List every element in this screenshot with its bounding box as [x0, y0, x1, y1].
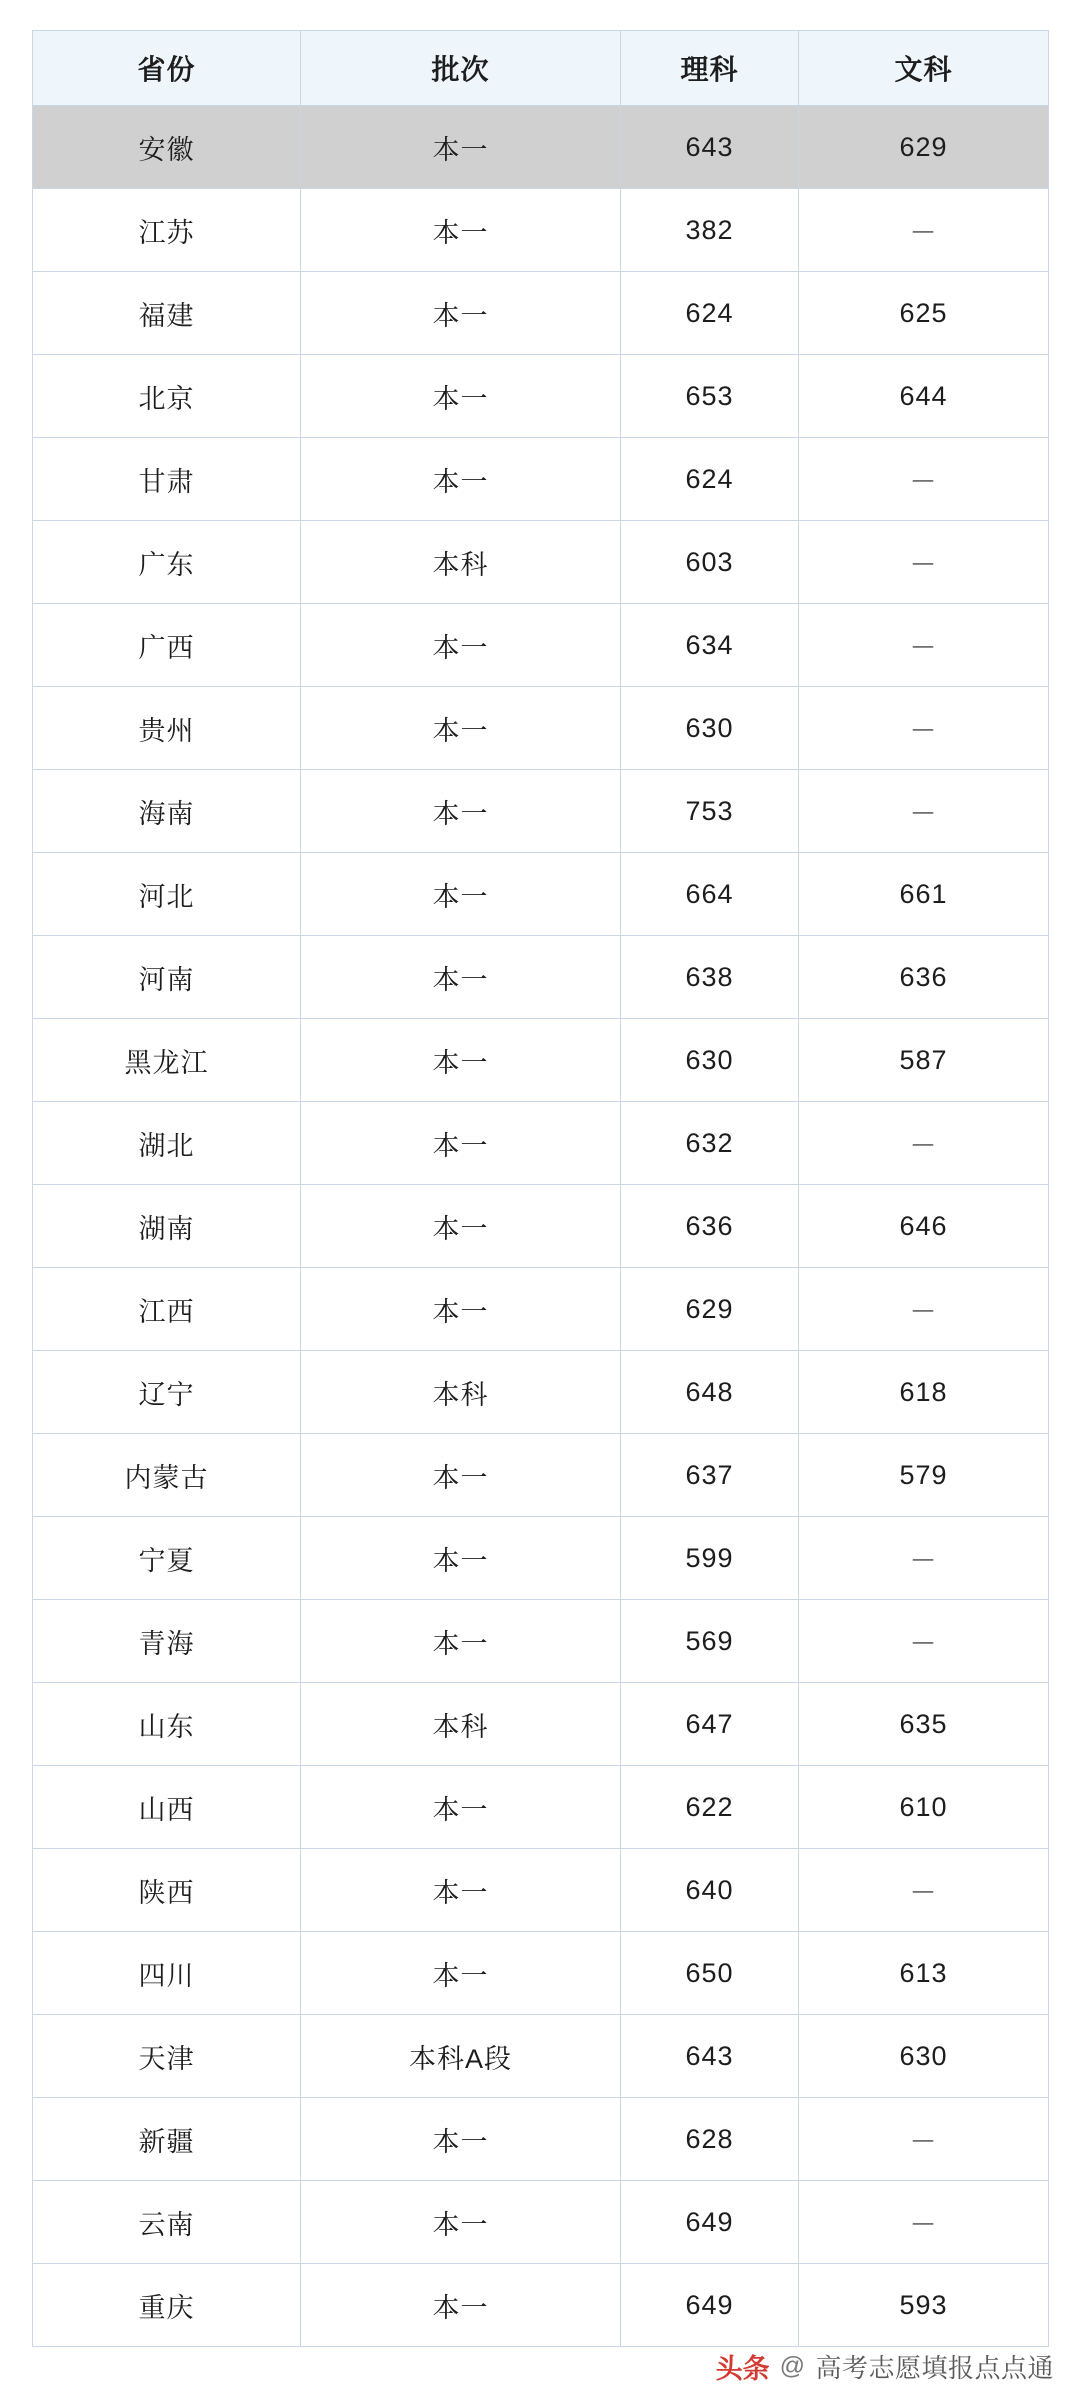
cell-arts-score: 661	[799, 853, 1049, 936]
table-row	[33, 2098, 1049, 2181]
table-row	[33, 272, 1049, 355]
cell-arts-score: －	[799, 1268, 1049, 1351]
cell-province: 山西	[33, 1766, 301, 1849]
cell-province: 陕西	[33, 1849, 301, 1932]
cell-batch: 本一	[301, 604, 621, 687]
cell-arts-score: 630	[799, 2015, 1049, 2098]
cell-science-score: 648	[621, 1351, 799, 1434]
table-row	[33, 1766, 1049, 1849]
cell-science-score: 636	[621, 1185, 799, 1268]
table-row	[33, 936, 1049, 1019]
cell-batch: 本科	[301, 1683, 621, 1766]
cell-arts-score: －	[799, 2181, 1049, 2264]
cell-province: 云南	[33, 2181, 301, 2264]
cell-science-score: 664	[621, 853, 799, 936]
watermark-author: 高考志愿填报点点通	[815, 2353, 1054, 2383]
cell-arts-score: －	[799, 521, 1049, 604]
score-table-container	[0, 30, 1080, 2347]
column-header-province: 省份	[33, 31, 301, 106]
cell-arts-score: －	[799, 1517, 1049, 1600]
cell-province: 广东	[33, 521, 301, 604]
cell-batch: 本一	[301, 1102, 621, 1185]
cell-science-score: 643	[621, 106, 799, 189]
cell-batch: 本一	[301, 853, 621, 936]
toutiao-logo: 头条	[715, 2354, 770, 2384]
cell-science-score: 634	[621, 604, 799, 687]
cell-province: 天津	[33, 2015, 301, 2098]
table-row	[33, 106, 1049, 189]
cell-batch: 本一	[301, 1185, 621, 1268]
cell-arts-score: 579	[799, 1434, 1049, 1517]
table-row	[33, 604, 1049, 687]
cell-batch: 本一	[301, 1434, 621, 1517]
cell-province: 北京	[33, 355, 301, 438]
cell-science-score: 624	[621, 438, 799, 521]
cell-province: 山东	[33, 1683, 301, 1766]
cell-arts-score: 646	[799, 1185, 1049, 1268]
cell-arts-score: 644	[799, 355, 1049, 438]
cell-science-score: 640	[621, 1849, 799, 1932]
cell-science-score: 629	[621, 1268, 799, 1351]
cell-province: 黑龙江	[33, 1019, 301, 1102]
cell-province: 贵州	[33, 687, 301, 770]
cell-science-score: 630	[621, 687, 799, 770]
cell-science-score: 632	[621, 1102, 799, 1185]
cell-science-score: 622	[621, 1766, 799, 1849]
table-row	[33, 687, 1049, 770]
table-row	[33, 2264, 1049, 2347]
cell-batch: 本一	[301, 936, 621, 1019]
cell-science-score: 649	[621, 2264, 799, 2347]
at-symbol: @	[779, 2352, 806, 2380]
cell-arts-score: 593	[799, 2264, 1049, 2347]
cell-arts-score: 636	[799, 936, 1049, 1019]
cell-batch: 本一	[301, 2098, 621, 2181]
table-row	[33, 1932, 1049, 2015]
cell-batch: 本一	[301, 2264, 621, 2347]
cell-province: 江苏	[33, 189, 301, 272]
cell-arts-score: －	[799, 1849, 1049, 1932]
table-row	[33, 1517, 1049, 1600]
cell-batch: 本一	[301, 355, 621, 438]
cell-science-score: 637	[621, 1434, 799, 1517]
cell-science-score: 647	[621, 1683, 799, 1766]
table-row	[33, 438, 1049, 521]
cell-arts-score: －	[799, 1102, 1049, 1185]
table-row	[33, 1102, 1049, 1185]
cell-province: 安徽	[33, 106, 301, 189]
table-row	[33, 521, 1049, 604]
column-header-science: 理科	[621, 31, 799, 106]
cell-science-score: 603	[621, 521, 799, 604]
top-spacer	[0, 0, 1080, 30]
cell-arts-score: 625	[799, 272, 1049, 355]
cell-science-score: 650	[621, 1932, 799, 2015]
cell-batch: 本一	[301, 687, 621, 770]
cell-batch: 本一	[301, 770, 621, 853]
cell-province: 四川	[33, 1932, 301, 2015]
cell-science-score: 382	[621, 189, 799, 272]
table-row	[33, 189, 1049, 272]
table-row	[33, 770, 1049, 853]
table-row	[33, 1849, 1049, 1932]
cell-arts-score: 587	[799, 1019, 1049, 1102]
table-row	[33, 853, 1049, 936]
cell-batch: 本一	[301, 189, 621, 272]
cell-arts-score: －	[799, 189, 1049, 272]
cell-arts-score: 635	[799, 1683, 1049, 1766]
cell-arts-score: －	[799, 438, 1049, 521]
table-header	[33, 31, 1049, 106]
table-row	[33, 1600, 1049, 1683]
cell-batch: 本一	[301, 1932, 621, 2015]
table-row	[33, 1019, 1049, 1102]
cell-batch: 本一	[301, 272, 621, 355]
cell-arts-score: －	[799, 604, 1049, 687]
cell-province: 江西	[33, 1268, 301, 1351]
cell-arts-score: －	[799, 1600, 1049, 1683]
table-row	[33, 1185, 1049, 1268]
cell-batch: 本一	[301, 106, 621, 189]
cell-province: 广西	[33, 604, 301, 687]
table-row	[33, 1351, 1049, 1434]
cell-arts-score: 613	[799, 1932, 1049, 2015]
cell-batch: 本一	[301, 438, 621, 521]
column-header-arts: 文科	[799, 31, 1049, 106]
cell-arts-score: 610	[799, 1766, 1049, 1849]
cell-province: 河北	[33, 853, 301, 936]
cell-batch: 本一	[301, 1517, 621, 1600]
cell-science-score: 569	[621, 1600, 799, 1683]
table-row	[33, 2181, 1049, 2264]
cell-arts-score: －	[799, 2098, 1049, 2181]
cell-batch: 本一	[301, 1766, 621, 1849]
cell-province: 甘肃	[33, 438, 301, 521]
table-row	[33, 1434, 1049, 1517]
cell-province: 河南	[33, 936, 301, 1019]
table-row	[33, 2015, 1049, 2098]
cell-province: 内蒙古	[33, 1434, 301, 1517]
cell-province: 青海	[33, 1600, 301, 1683]
table-body	[33, 106, 1049, 2347]
cell-province: 海南	[33, 770, 301, 853]
cell-science-score: 753	[621, 770, 799, 853]
table-header-row	[33, 31, 1049, 106]
cell-science-score: 630	[621, 1019, 799, 1102]
cell-province: 湖南	[33, 1185, 301, 1268]
cell-batch: 本科	[301, 1351, 621, 1434]
cell-science-score: 624	[621, 272, 799, 355]
cell-arts-score: 629	[799, 106, 1049, 189]
cell-science-score: 643	[621, 2015, 799, 2098]
cell-arts-score: 618	[799, 1351, 1049, 1434]
cell-science-score: 649	[621, 2181, 799, 2264]
table-row	[33, 1683, 1049, 1766]
cell-province: 湖北	[33, 1102, 301, 1185]
cell-batch: 本一	[301, 2181, 621, 2264]
cell-arts-score: －	[799, 687, 1049, 770]
watermark	[716, 2347, 1054, 2386]
cell-province: 辽宁	[33, 1351, 301, 1434]
cell-province: 新疆	[33, 2098, 301, 2181]
cell-science-score: 599	[621, 1517, 799, 1600]
cell-batch: 本科A段	[301, 2015, 621, 2098]
cell-batch: 本一	[301, 1849, 621, 1932]
cell-province: 重庆	[33, 2264, 301, 2347]
table-row	[33, 1268, 1049, 1351]
cell-science-score: 628	[621, 2098, 799, 2181]
admission-score-table	[32, 30, 1049, 2347]
column-header-batch: 批次	[301, 31, 621, 106]
cell-province: 宁夏	[33, 1517, 301, 1600]
cell-province: 福建	[33, 272, 301, 355]
cell-science-score: 638	[621, 936, 799, 1019]
cell-batch: 本一	[301, 1600, 621, 1683]
cell-batch: 本科	[301, 521, 621, 604]
cell-science-score: 653	[621, 355, 799, 438]
table-row	[33, 355, 1049, 438]
cell-batch: 本一	[301, 1019, 621, 1102]
cell-arts-score: －	[799, 770, 1049, 853]
cell-batch: 本一	[301, 1268, 621, 1351]
